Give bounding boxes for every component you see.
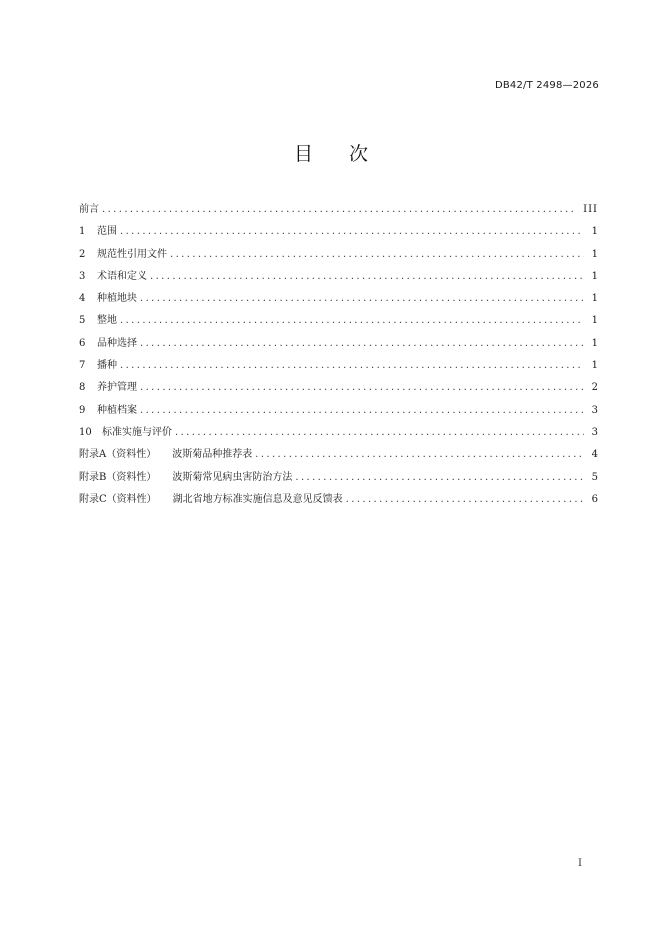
toc-entry-number: 7 [79, 360, 86, 372]
toc-entry-number: 6 [79, 337, 86, 349]
toc-entry-page: 1 [591, 337, 598, 349]
toc-entry-2[interactable] [79, 244, 598, 266]
dot-leader [102, 199, 573, 221]
dot-leader [120, 221, 584, 243]
dot-leader [346, 489, 584, 511]
toc-entry-title: 术语和定义 [97, 270, 147, 282]
toc-entry-title: 养护管理 [97, 382, 137, 394]
toc-entry-number: 附录A（资料性） [79, 449, 157, 461]
dot-leader [140, 377, 584, 399]
toc-entry-number: 9 [79, 404, 86, 416]
toc-entry-label: 前言 [79, 204, 99, 215]
toc-entry-page: 3 [591, 426, 598, 438]
toc-entry-appendix-a[interactable] [79, 444, 598, 466]
toc-entry-number: 2 [79, 248, 86, 260]
toc-entry-title: 播种 [97, 360, 117, 372]
toc-entry-8[interactable] [79, 377, 598, 399]
toc-entry-appendix-c[interactable] [79, 489, 598, 511]
toc-entry-title: 波斯菊品种推荐表 [172, 449, 253, 461]
toc-entry-10[interactable] [79, 422, 598, 444]
page-title [0, 139, 662, 166]
toc-entry-label [79, 377, 137, 399]
toc-entry-title: 湖北省地方标准实施信息及意见反馈表 [172, 493, 343, 505]
toc-entry-page: 1 [591, 360, 598, 372]
toc-entry-label [79, 422, 172, 444]
toc-entry-number: 5 [79, 315, 86, 327]
toc-entry-title: 种植档案 [97, 404, 137, 416]
toc-entry-1[interactable] [79, 221, 598, 243]
table-of-contents [79, 199, 598, 511]
toc-entry-label [79, 244, 167, 266]
toc-entry-title: 品种选择 [97, 337, 137, 349]
toc-entry-page: III [583, 204, 598, 215]
toc-entry-9[interactable] [79, 400, 598, 422]
toc-entry-label [79, 467, 292, 489]
toc-entry-label [79, 288, 137, 310]
toc-entry-title: 范围 [97, 226, 117, 238]
toc-entry-label [79, 355, 117, 377]
toc-entry-number: 1 [79, 226, 86, 238]
toc-entry-page: 1 [591, 226, 598, 238]
dot-leader [140, 400, 584, 422]
toc-entry-label [79, 400, 137, 422]
title-char-2: 次 [349, 143, 369, 165]
toc-entry-7[interactable] [79, 355, 598, 377]
toc-entry-number: 10 [79, 426, 92, 438]
toc-entry-number: 附录B（资料性） [79, 471, 157, 483]
title-char-1: 目 [293, 143, 313, 165]
toc-entry-title: 整地 [97, 315, 117, 327]
toc-entry-title: 标准实施与评价 [102, 426, 172, 438]
toc-entry-4[interactable] [79, 288, 598, 310]
dot-leader [295, 467, 584, 489]
page-number: I [578, 858, 582, 869]
toc-entry-5[interactable] [79, 310, 598, 332]
toc-entry-title: 波斯菊常见病虫害防治方法 [172, 471, 293, 483]
toc-entry-page: 1 [591, 315, 598, 327]
toc-entry-page: 1 [591, 293, 598, 305]
toc-entry-number: 3 [79, 270, 86, 282]
toc-entry-page: 5 [591, 471, 598, 483]
toc-entry-page: 1 [591, 270, 598, 282]
dot-leader [140, 288, 584, 310]
toc-entry-foreword[interactable] [79, 199, 598, 221]
toc-entry-number: 8 [79, 382, 86, 394]
toc-entry-page: 3 [591, 404, 598, 416]
dot-leader [120, 355, 584, 377]
toc-entry-title: 规范性引用文件 [97, 248, 167, 260]
dot-leader [175, 422, 584, 444]
toc-entry-6[interactable] [79, 333, 598, 355]
dot-leader [120, 310, 584, 332]
toc-entry-label [79, 489, 343, 511]
dot-leader [255, 444, 584, 466]
toc-entry-page: 1 [591, 248, 598, 260]
toc-entry-label [79, 266, 147, 288]
toc-entry-label [79, 221, 117, 243]
toc-entry-page: 2 [591, 382, 598, 394]
toc-entry-number: 附录C（资料性） [79, 493, 157, 505]
toc-entry-label [79, 333, 137, 355]
toc-entry-3[interactable] [79, 266, 598, 288]
toc-entry-number: 4 [79, 293, 86, 305]
toc-entry-page: 6 [591, 493, 598, 505]
toc-entry-appendix-b[interactable] [79, 467, 598, 489]
standard-code: DB42/T 2498—2026 [494, 80, 599, 91]
toc-entry-title: 种植地块 [97, 293, 137, 305]
toc-entry-label [79, 310, 117, 332]
dot-leader [150, 266, 584, 288]
toc-entry-page: 4 [591, 449, 598, 461]
toc-entry-label [79, 444, 252, 466]
dot-leader [140, 333, 584, 355]
dot-leader [170, 244, 584, 266]
